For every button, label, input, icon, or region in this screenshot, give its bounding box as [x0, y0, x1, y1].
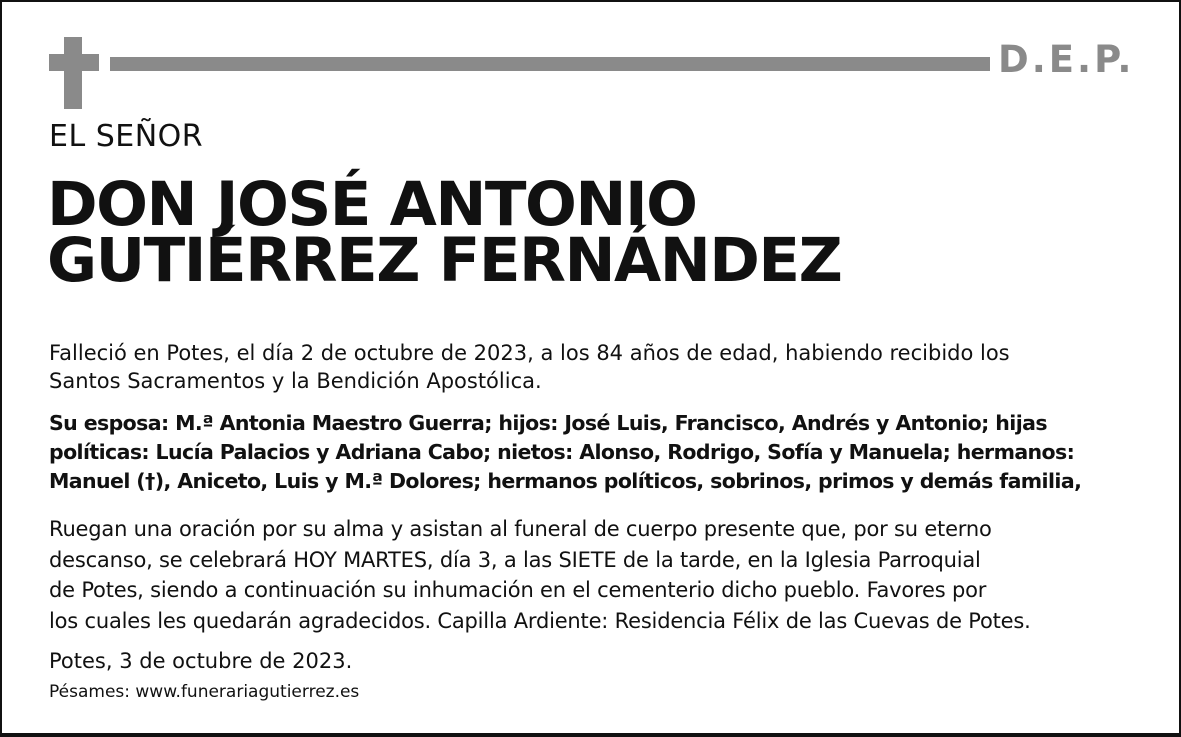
condolences-link[interactable]: Pésames: www.funerariagutierrez.es	[49, 682, 360, 702]
death-notice-paragraph	[49, 339, 1129, 395]
cross-icon-bar	[49, 54, 99, 71]
funeral-line: descanso, se celebrará HOY MARTES, día 3, a las SIETE de la tarde, en la Iglesia Parroquial	[49, 547, 981, 572]
funeral-line: Ruegan una oración por su alma y asistan al funeral de cuerpo presente que, por su eterno	[49, 517, 992, 541]
family-line: Manuel (†), Aniceto, Luis y M.ª Dolores; hermanos políticos, sobrinos, primos y demás familia,	[49, 469, 1082, 493]
honorific: EL SEÑOR	[49, 119, 204, 154]
funeral-paragraph	[49, 514, 1129, 636]
cross-icon	[64, 37, 82, 109]
family-line: Su esposa: M.ª Antonia Maestro Guerra; hijos: José Luis, Francisco, Andrés y Antonio; hijas	[49, 411, 1047, 435]
death-notice-line: Falleció en Potes, el día 2 de octubre de 2023, a los 84 años de edad, habiendo recibido los	[49, 341, 1010, 365]
deceased-name-line-1: DON JOSÉ ANTONIO	[47, 169, 697, 240]
funeral-line: los cuales les quedarán agradecidos. Capilla Ardiente: Residencia Félix de las Cuevas de Potes.	[49, 608, 1031, 633]
family-line: políticas: Lucía Palacios y Adriana Cabo; nietos: Alonso, Rodrigo, Sofía y Manuela; hermanos:	[49, 440, 1075, 464]
funeral-line: de Potes, siendo a continuación su inhumación en el cementerio dicho pueblo. Favores por	[49, 578, 987, 602]
header-rule	[110, 57, 990, 71]
death-notice-line: Santos Sacramentos y la Bendición Apostólica.	[49, 369, 542, 393]
dep-label: D.E.P.	[998, 38, 1135, 81]
place-date: Potes, 3 de octubre de 2023.	[49, 649, 353, 673]
deceased-name-line-2: GUTIÉRREZ FERNÁNDEZ	[47, 225, 842, 296]
family-paragraph	[49, 409, 1129, 496]
